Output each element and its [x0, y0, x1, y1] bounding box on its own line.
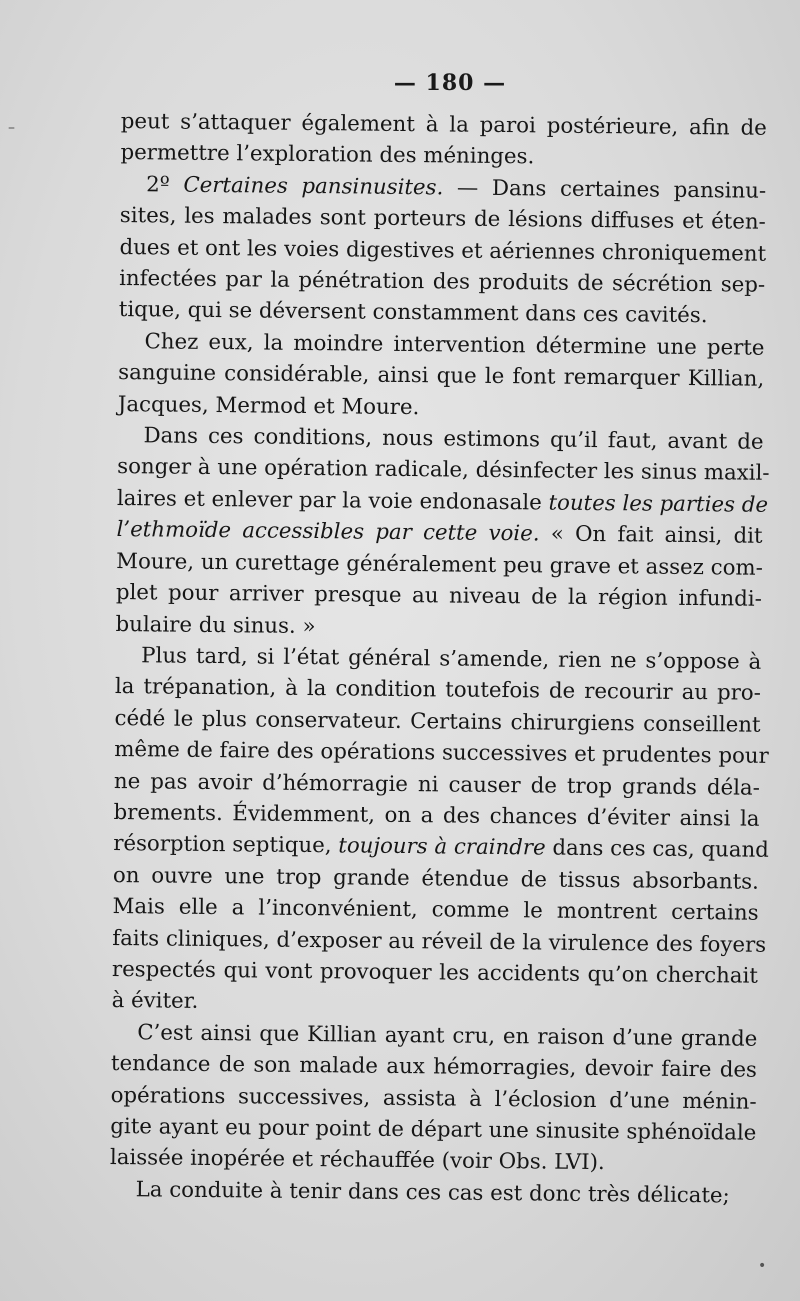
text-line: infectées par la pénétration des produits de sécrétion sep- — [119, 266, 766, 298]
text-line: bulaire du sinus. » — [115, 611, 316, 639]
text-line: dues et ont les voies digestives et aériennes chroniquement — [119, 234, 767, 267]
paragraph — [120, 106, 767, 176]
text-line: Mais elle a l’inconvénient, comme le montrent certains — [112, 894, 759, 926]
margin-mark: • — [758, 1258, 767, 1274]
text-line: songer à une opération radicale, désinfecter les sinus maxil- — [117, 454, 770, 487]
page-number: — 180 — — [393, 70, 507, 96]
italic-text: toutes les parties de — [548, 490, 769, 518]
text-line: La conduite à tenir dans ces cas est donc très délicate; — [135, 1177, 730, 1209]
text-line: sanguine considérable, ainsi que le font remarquer Killian, — [118, 360, 765, 392]
text-line: Moure, un curettage généralement peu grave et assez com- — [116, 548, 764, 581]
text-line: sites, les malades sont porteurs de lésions diffuses et éten- — [119, 203, 766, 235]
text-line: gite ayant eu pour point de départ une sinusite sphénoïdale — [110, 1113, 757, 1146]
text-line: on ouvre une trop grande étendue de tissus absorbants. — [112, 862, 760, 895]
text-line: plet pour arriver presque au niveau de la région infundi- — [115, 580, 762, 612]
italic-text: l’ethmoïde accessibles par cette voie. — [116, 517, 540, 547]
paragraph — [109, 1174, 755, 1212]
paragraph — [119, 169, 767, 333]
text-line: brements. Évidemment, on a des chances d’éviter ainsi la — [113, 799, 760, 832]
text-line: Jacques, Mermod et Moure. — [117, 391, 420, 420]
text-line: 2º Certaines pansinusites. — Dans certaines pansinu- — [146, 172, 767, 204]
text-line: peut s’attaquer également à la paroi postérieure, afin de — [120, 108, 767, 141]
text-line: faits cliniques, d’exposer au réveil de la virulence des foyers — [112, 925, 767, 958]
italic-text: Certaines pansinusites. — [183, 172, 444, 201]
paragraph — [115, 420, 770, 647]
paragraph — [118, 326, 765, 427]
text-line: même de faire des opérations successives et prudentes pour — [114, 737, 769, 769]
text-line: l’ethmoïde accessibles par cette voie. « On fait ainsi, dit — [116, 517, 763, 550]
margin-mark: – — [8, 120, 15, 136]
text-line: résorption septique, toujours à craindre dans ces cas, quand — [113, 831, 770, 864]
paragraph — [111, 640, 770, 1024]
text-line: laissée inopérée et réchauffée (voir Obs. LVI). — [109, 1145, 605, 1176]
text-line: tique, qui se déversent constamment dans ces cavités. — [118, 297, 708, 329]
italic-text: toujours à craindre — [338, 833, 546, 861]
text-line: laires et enlever par la voie endonasale toutes les parties de — [116, 485, 769, 518]
paragraph — [110, 1017, 758, 1181]
text-line: tendance de son malade aux hémorragies, devoir faire des — [110, 1051, 758, 1083]
text-line: cédé le plus conservateur. Certains chirurgiens conseillent — [114, 705, 761, 738]
text-line: Dans ces conditions, nous estimons qu’il faut, avant de — [143, 423, 764, 455]
body-text — [109, 106, 770, 1212]
text-line: ne pas avoir d’hémorragie ni causer de trop grands déla- — [113, 768, 761, 801]
text-line: permettre l’exploration des méninges. — [120, 140, 535, 170]
text-line: C’est ainsi que Killian ayant cru, en raison d’une grande — [137, 1020, 758, 1052]
text-line: opérations successives, assista à l’éclosion d’une ménin- — [110, 1082, 757, 1115]
text-line: la trépanation, à la condition toutefois de recourir au pro- — [114, 674, 762, 707]
text-line: Plus tard, si l’état général s’amende, rien ne s’oppose à — [141, 643, 762, 675]
text-line: respectés qui vont provoquer les accidents qu’on cherchait — [111, 956, 759, 989]
text-line: Chez eux, la moindre intervention détermine une perte — [144, 329, 765, 361]
text-line: à éviter. — [111, 988, 199, 1015]
